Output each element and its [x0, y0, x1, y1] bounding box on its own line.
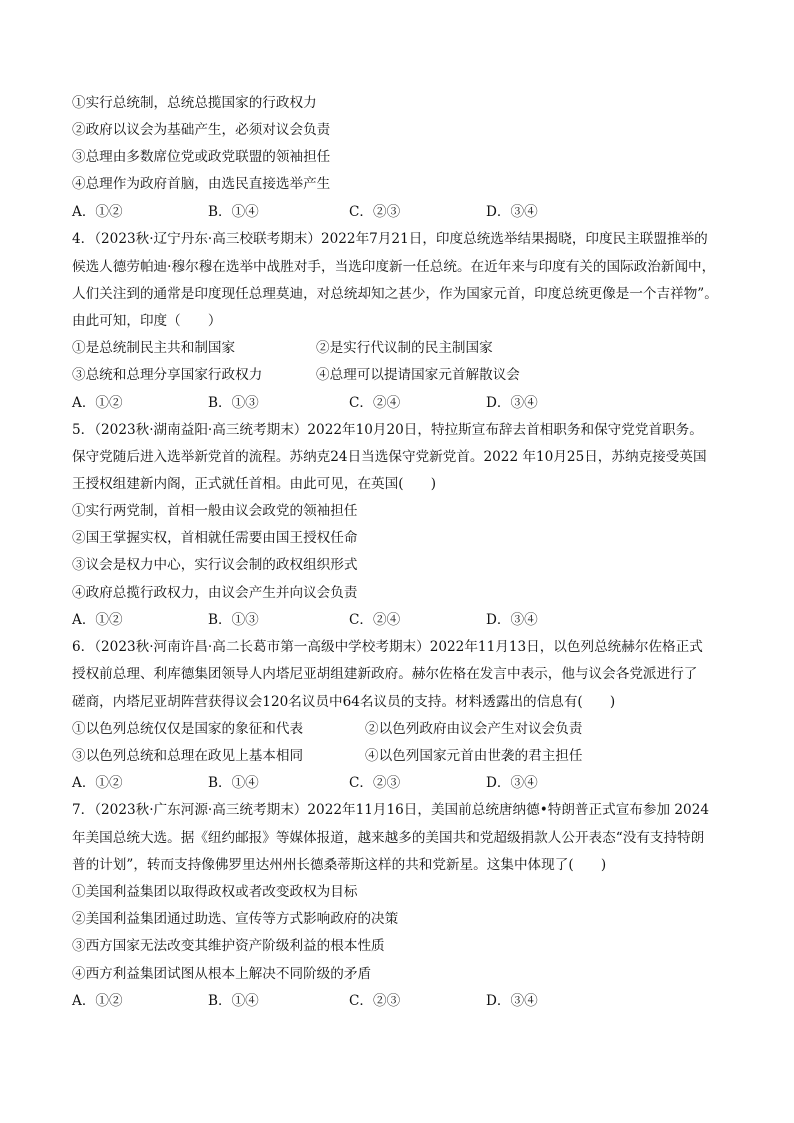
question-7-text: 普的计划”，转而支持像佛罗里达州州长德桑蒂斯这样的共和党新星。这集中体现了( ): [72, 857, 607, 873]
statement-pair: [72, 338, 732, 358]
question-6-text: 磋商，内塔尼亚胡阵营获得议会120名议员中64名议员的支持。材料透露出的信息有( ): [72, 694, 616, 710]
answer-options: [72, 202, 732, 222]
question-7-text: 7．（2023秋·广东河源·高三统考期末）2022年11月16日，美国前总统唐纳德•特朗普正式宣布参加 2024: [72, 802, 709, 818]
option-c: C．②③: [349, 775, 401, 791]
question-5-text: 王授权组建新内阁，正式就任首相。由此可见，在英国( ): [72, 476, 437, 492]
question-6-text: 授权前总理、利库德集团领导人内塔尼亚胡组建新政府。赫尔佐格在发言中表示，他与议会各党派进行了: [72, 666, 698, 682]
statement: ②政府以议会为基础产生，必须对议会负责: [72, 122, 331, 138]
option-d: D．③④: [486, 204, 538, 220]
option-d: D．③④: [486, 612, 538, 628]
option-b: B．①④: [208, 204, 259, 220]
option-a: A．①②: [72, 204, 123, 220]
option-b: B．①③: [208, 395, 259, 411]
statement: ②是实行代议制的民主制国家: [316, 340, 493, 356]
statement: ①实行两党制，首相一般由议会政党的领袖担任: [72, 503, 358, 519]
question-5-text: 保守党随后进入选举新党首的流程。苏纳克24日当选保守党新党首。2022 年10月25日，苏纳克接受英国: [72, 449, 707, 465]
statement-pair: [72, 719, 732, 739]
question-5-text: 5．（2023秋·湖南益阳·高三统考期末）2022年10月20日，特拉斯宣布辞去首相职务和保守党党首职务。: [72, 422, 703, 438]
statement: ③议会是权力中心，实行议会制的政权组织形式: [72, 557, 358, 573]
statement: ④西方利益集团试图从根本上解决不同阶级的矛盾: [72, 966, 372, 982]
option-a: A．①②: [72, 993, 123, 1009]
question-7-text: 年美国总统大选。据《纽约邮报》等媒体报道，越来越多的美国共和党超级捐款人公开表态“没有支持特朗: [72, 830, 705, 846]
statement-pair: [72, 746, 732, 766]
question-4-text: 候选人德劳帕迪·穆尔穆在选举中战胜对手，当选印度新一任总统。在近年来与印度有关的国际政治新闻中，: [72, 259, 716, 275]
statement: ④总理可以提请国家元首解散议会: [316, 367, 520, 383]
option-d: D．③④: [486, 395, 538, 411]
statement: ②美国利益集团通过助选、宣传等方式影响政府的决策: [72, 911, 399, 927]
statement: ④以色列国家元首由世袭的君主担任: [365, 748, 583, 764]
option-a: A．①②: [72, 395, 123, 411]
answer-options: [72, 393, 732, 413]
option-c: C．②④: [349, 395, 401, 411]
statement: ④政府总揽行政权力，由议会产生并向议会负责: [72, 585, 358, 601]
statement: ③西方国家无法改变其维护资产阶级利益的根本性质: [72, 938, 385, 954]
statement: ③总统和总理分享国家行政权力: [72, 367, 263, 383]
option-d: D．③④: [486, 993, 538, 1009]
statement: ②国王掌握实权，首相就任需要由国王授权任命: [72, 530, 358, 546]
option-d: D．③④: [486, 775, 538, 791]
option-a: A．①②: [72, 612, 123, 628]
option-a: A．①②: [72, 775, 123, 791]
statement: ①是总统制民主共和制国家: [72, 340, 236, 356]
option-b: B．①③: [208, 612, 259, 628]
question-4-text: 4．（2023秋·辽宁丹东·高三校联考期末）2022年7月21日，印度总统选举结果揭晓，印度民主联盟推举的: [72, 231, 708, 247]
option-c: C．②④: [349, 612, 401, 628]
question-4-text: 人们关注到的通常是印度现任总理莫迪，对总统却知之甚少，作为国家元首，印度总统更像是一个吉祥物”。: [72, 286, 718, 302]
statement-pair: [72, 365, 732, 385]
question-6-text: 6．（2023秋·河南许昌·高二长葛市第一高级中学校考期末）2022年11月13日，以色列总统赫尔佐格正式: [72, 639, 703, 655]
answer-options: [72, 610, 732, 630]
option-b: B．①④: [208, 993, 259, 1009]
statement: ③总理由多数席位党或政党联盟的领袖担任: [72, 149, 331, 165]
statement: ①实行总统制，总统总揽国家的行政权力: [72, 95, 317, 111]
statement: ③以色列总统和总理在政见上基本相同: [72, 748, 304, 764]
statement: ①美国利益集团以取得政权或者改变政权为目标: [72, 884, 358, 900]
question-4-text: 由此可知，印度（ ）: [72, 313, 222, 329]
option-c: C．②③: [349, 993, 401, 1009]
answer-options: [72, 773, 732, 793]
statement: ④总理作为政府首脑，由选民直接选举产生: [72, 176, 331, 192]
option-b: B．①④: [208, 775, 259, 791]
answer-options: [72, 991, 732, 1011]
option-c: C．②③: [349, 204, 401, 220]
statement: ②以色列政府由议会产生对议会负责: [365, 721, 583, 737]
statement: ①以色列总统仅仅是国家的象征和代表: [72, 721, 304, 737]
